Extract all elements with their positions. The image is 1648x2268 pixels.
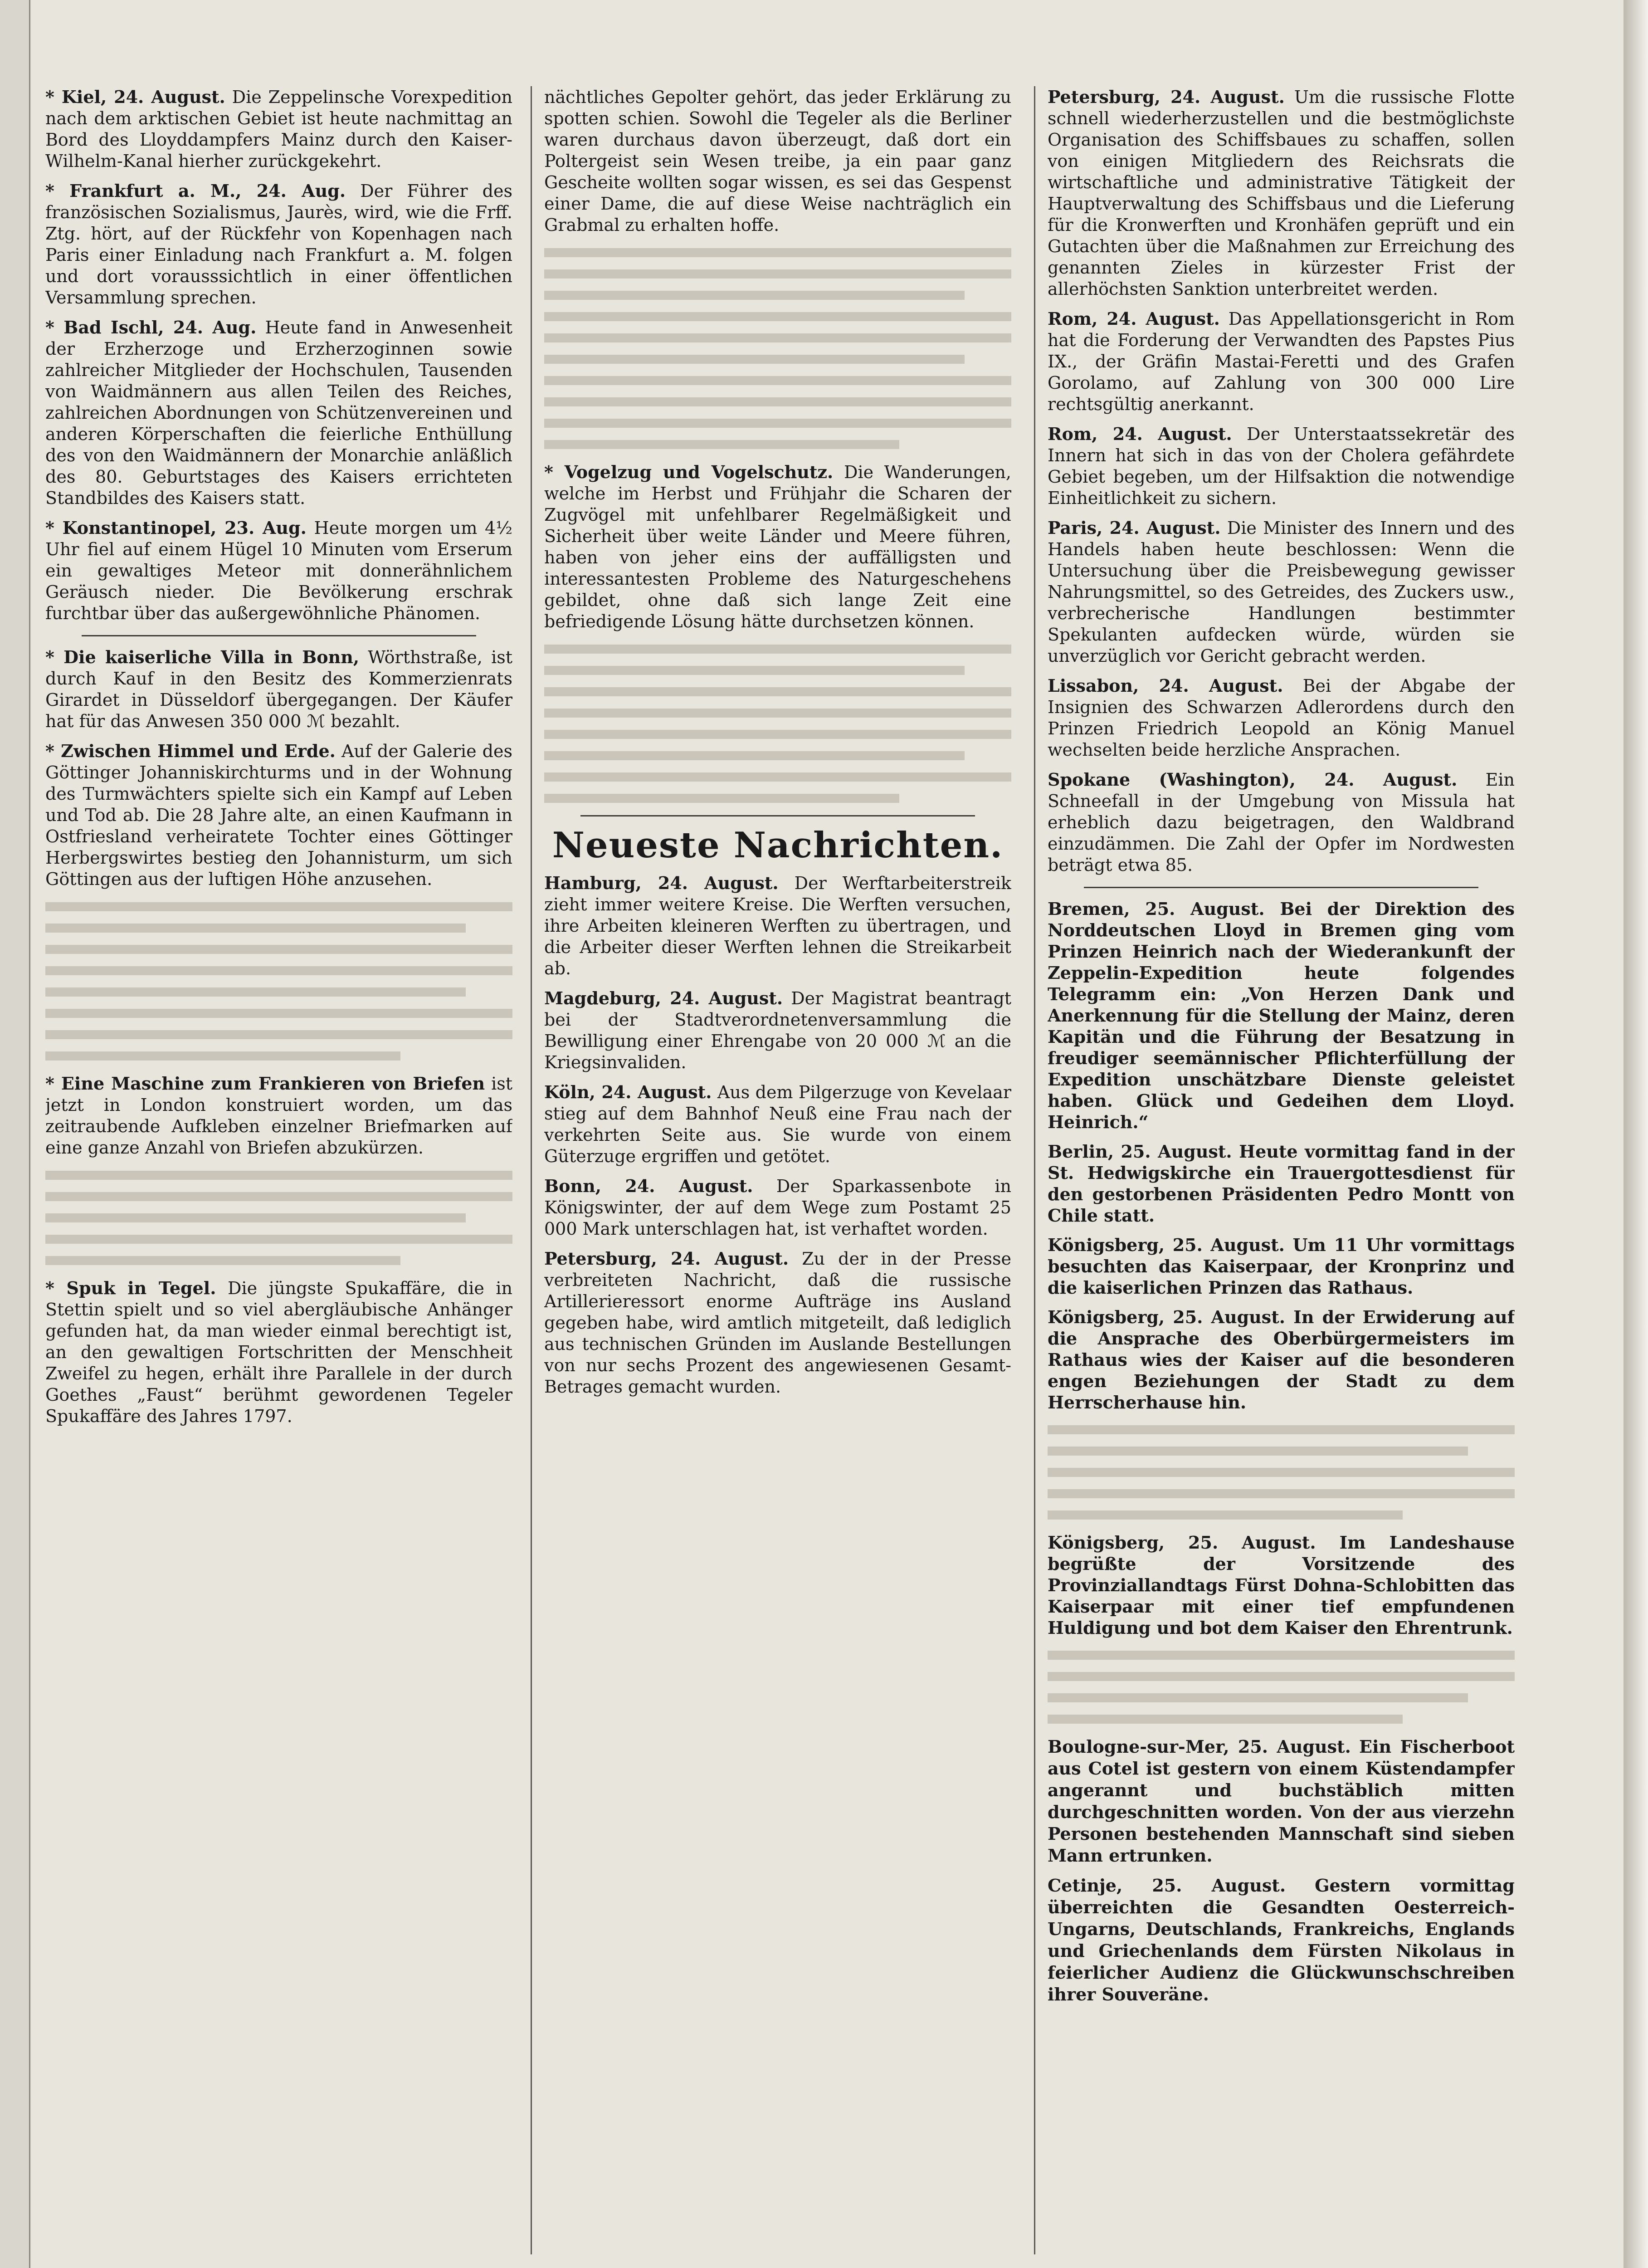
news-item: * Frankfurt a. M., 24. Aug. Der Führer des französischen Sozialismus, Jaurès, wird, wie die Frff. Ztg. hört, auf der Rückfehr von Kopenhagen nach Paris einer Einladung nach Frankfurt a. M. folgen und dort vorausssichtlich in einer öffentlichen Versammlung sprechen.	[45, 181, 512, 308]
news-item: Rom, 24. August. Der Unterstaatssekretär des Innern hat sich in das von der Cholera gefährdete Gebiet begeben, um der Hilfsaktion die notwendige Einheitlichkeit zu sichern.	[1048, 424, 1515, 508]
separator-line	[82, 635, 476, 636]
news-item: * Spuk in Tegel. Die jüngste Spukaffäre, die in Stettin spielt und so viel abergläubische Anhänger gefunden hat, da man wieder einmal berechtigt ist, an den gewaltigen Fortschritten der Menschheit Zweifel zu hegen, erhält ihre Parallele in der durch Goethes „Faust“ berühmt gewordenen Tegeler Spukaffäre des Jahres 1797.	[45, 1278, 512, 1426]
news-item: * Bad Ischl, 24. Aug. Heute fand in Anwesenheit der Erzherzoge und Erzherzoginnen sowie zahlreicher Mitglieder der Hochschulen, Tausenden von Waidmännern aus allen Teilen des Reiches, zahlreichen Abordnungen von Schützenvereinen und anderen Körperschaften die feierliche Enthüllung des von den Waidmännern der Monarchie anläßlich des 80. Geburtstages des Kaisers errichteten Standbildes des Kaisers statt.	[45, 317, 512, 508]
news-item: Paris, 24. August. Die Minister des Innern und des Handels haben heute beschlossen: Wenn die Untersuchung über die Preisbewegung gewisser Nahrungsmittel, so des Getreides, des Zuckers usw., verbrecherische Handlungen bestimmter Spekulanten aufdecken würde, würden sie unverzüglich vor Gericht gebracht werden.	[1048, 518, 1515, 666]
news-item: Königsberg, 25. August. In der Erwiderung auf die Ansprache des Oberbürgermeisters im Rathaus wies der Kaiser auf die besonderen engen Beziehungen der Stadt zu dem Herrscherhause hin.	[1048, 1307, 1515, 1413]
news-item: * Konstantinopel, 23. Aug. Heute morgen um 4½ Uhr fiel auf einem Hügel 10 Minuten vom Erserum ein gewaltiges Meteor mit donnerähnlichem Geräusch nieder. Die Bevölkerung erschrak furchtbar über das außergewöhnliche Phänomen.	[45, 518, 512, 623]
news-item: * Vogelzug und Vogelschutz. Die Wanderungen, welche im Herbst und Frühjahr die Scharen der Zugvögel mit unfehlbarer Regelmäßigkeit und Sicherheit über weite Länder und Meere führen, haben von jeher eins der auffälligsten und interessantesten Probleme des Naturgeschehens gebildet, ohne daß sich lange Zeit eine befriedigende Lösung hätte durchsetzen können.	[544, 462, 1011, 631]
news-item: Berlin, 25. August. Heute vormittag fand in der St. Hedwigskirche ein Trauergottesdienst für den gestorbenen Präsidenten Pedro Montt von Chile statt.	[1048, 1141, 1515, 1226]
news-item: Spokane (Washington), 24. August. Ein Schneefall in der Umgebung von Missula hat erheblich dazu beigetragen, den Waldbrand einzudämmen. Die Zahl der Opfer im Nordwesten beträgt etwa 85.	[1048, 769, 1515, 875]
news-item: Hamburg, 24. August. Der Werftarbeiterstreik zieht immer weitere Kreise. Die Werften versuchen, ihre Arbeiten kleineren Werften zu übertragen, und die Arbeiter dieser Werften lehnen die Streikarbeit ab.	[544, 873, 1011, 978]
news-item: * Zwischen Himmel und Erde. Auf der Galerie des Göttinger Johanniskirchturms und in der Wohnung des Turmwächters spielte sich ein Kampf auf Leben und Tod ab. Die 28 Jahre alte, an einen Kaufmann in Ostfriesland verheiratete Tochter eines Göttinger Herbergswirtes bestieg den Johannisturm, um sich Göttingen aus der luftigen Höhe anzusehen.	[45, 741, 512, 889]
section-masthead: Neueste Nachrichten.	[552, 825, 1004, 866]
news-item: * Die kaiserliche Villa in Bonn, Wörthstraße, ist durch Kauf in den Besitz des Kommerzienrats Girardet in Düsseldorf übergegangen. Der Käufer hat für das Anwesen 350 000 ℳ bezahlt.	[45, 647, 512, 731]
news-item: Köln, 24. August. Aus dem Pilgerzuge von Kevelaar stieg auf dem Bahnhof Neuß eine Frau nach der verkehrten Seite aus. Sie wurde von einem Güterzuge ergriffen und getötet.	[544, 1082, 1011, 1166]
news-item: Bremen, 25. August. Bei der Direktion des Norddeutschen Lloyd in Bremen ging vom Prinzen Heinrich nach der Wiederankunft der Zeppelin-Expedition heute folgendes Telegramm ein: „Von Herzen Dank und Anerkennung für die Stellung der Mainz, deren Kapitän und die Führung der Besatzung in freudiger seemännischer Pflichterfüllung der Expedition unschätzbare Dienste geleistet haben. Glück und Gedeihen dem Lloyd. Heinrich.“	[1048, 899, 1515, 1132]
news-item: nächtliches Gepolter gehört, das jeder Erklärung zu spotten schien. Sowohl die Tegeler als die Berliner waren durchaus davon überzeugt, daß dort ein Poltergeist sein Wesen treibe, ja ein paar ganz Gescheite wollten sogar wissen, es sei das Gespenst einer Dame, die auf diese Weise nachträglich ein Grabmal zu erhalten hoffe.	[544, 87, 1011, 235]
column-rule	[1034, 86, 1035, 2254]
news-item: Königsberg, 25. August. Um 11 Uhr vormittags besuchten das Kaiserpaar, der Kronprinz und die kaiserlichen Prinzen das Rathaus.	[1048, 1235, 1515, 1298]
news-item: Petersburg, 24. August. Um die russische Flotte schnell wiederherzustellen und die bestmöglichste Organisation des Schiffsbaues zu schaffen, sollen von einigen Mitgliedern des Reichsrats die wirtschaftliche und administrative Tätigkeit der Hauptverwaltung des Schiffsbaus und die Lieferung für die Kronwerften und Kronhäfen geprüft und ein Gutachten über die Maßnahmen zur Erreichung des genannten Zieles in kürzester Frist der allerhöchsten Sanktion unterbreitet werden.	[1048, 87, 1515, 299]
news-item: Königsberg, 25. August. Im Landeshause begrüßte der Vorsitzende des Provinziallandtags Fürst Dohna-Schlobitten das Kaiserpaar mit einer tief empfundenen Huldigung und bot dem Kaiser den Ehrentrunk.	[1048, 1532, 1515, 1638]
page-edge	[1624, 0, 1648, 2268]
text-block-placeholder	[1048, 1425, 1515, 1520]
news-item: Bonn, 24. August. Der Sparkassenbote in Königswinter, der auf dem Wege zum Postamt 25 000 Mark unterschlagen hat, ist verhaftet worden.	[544, 1176, 1011, 1239]
newspaper-page	[32, 36, 1601, 2268]
separator-line	[580, 815, 975, 816]
column-rule	[531, 86, 532, 2254]
column-2	[544, 86, 1011, 2263]
text-block-placeholder	[45, 902, 512, 1061]
news-item: * Kiel, 24. August. Die Zeppelinsche Vorexpedition nach dem arktischen Gebiet ist heute nachmittag an Bord des Lloyddampfers Mainz durch den Kaiser-Wilhelm-Kanal hierher zurückgekehrt.	[45, 87, 512, 171]
news-item: Lissabon, 24. August. Bei der Abgabe der Insignien des Schwarzen Adlerordens durch den Prinzen Friedrich Leopold an König Manuel wechselten beide herzliche Ansprachen.	[1048, 675, 1515, 760]
news-item: Petersburg, 24. August. Zu der in der Presse verbreiteten Nachricht, daß die russische Artillerieressort enorme Aufträge ins Ausland gegeben habe, wird amtlich mitgeteilt, daß lediglich aus technischen Gründen im Auslande Bestellungen von nur sechs Prozent des angewiesenen Gesamt-Betrages gemacht wurden.	[544, 1248, 1011, 1397]
text-block-placeholder	[544, 645, 1011, 803]
separator-line	[1084, 887, 1478, 888]
column-3	[1048, 86, 1515, 2263]
news-item: Cetinje, 25. August. Gestern vormittag überreichten die Gesandten Oesterreich-Ungarns, Deutschlands, Frankreichs, Englands und Griechenlands dem Fürsten Nikolaus in feierlicher Audienz die Glückwunschschreiben ihrer Souveräne.	[1048, 1875, 1515, 2004]
news-item: Magdeburg, 24. August. Der Magistrat beantragt bei der Stadtverordnetenversammlung die Bewilligung einer Ehrengabe von 20 000 ℳ an die Kriegsinvaliden.	[544, 988, 1011, 1072]
news-item: * Eine Maschine zum Frankieren von Briefen ist jetzt in London konstruiert worden, um das zeitraubende Aufkleben einzelner Briefmarken auf eine ganze Anzahl von Briefen abzukürzen.	[45, 1073, 512, 1158]
news-item: Rom, 24. August. Das Appellationsgericht in Rom hat die Forderung der Verwandten des Papstes Pius IX., der Gräfin Mastai-Feretti und des Grafen Gorolamo, auf Zahlung von 300 000 Lire rechtsgültig anerkannt.	[1048, 308, 1515, 414]
binding-gutter	[0, 0, 30, 2268]
text-block-placeholder	[544, 248, 1011, 449]
news-item: Boulogne-sur-Mer, 25. August. Ein Fischerboot aus Cotel ist gestern von einem Küstendampfer angerannt und buchstäblich mitten durchgeschnitten worden. Von der aus vierzehn Personen bestehenden Mannschaft sind sieben Mann ertrunken.	[1048, 1736, 1515, 1866]
text-block-placeholder	[45, 1171, 512, 1265]
column-1	[45, 86, 512, 2263]
text-block-placeholder	[1048, 1651, 1515, 1724]
